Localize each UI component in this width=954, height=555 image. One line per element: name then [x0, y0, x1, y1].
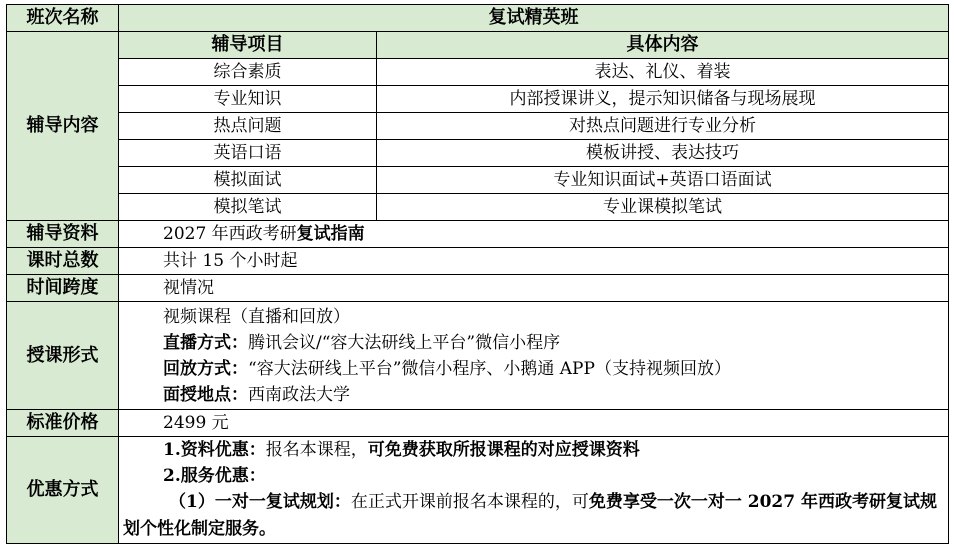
- tutoring-detail: 对热点问题进行专业分析: [377, 113, 949, 140]
- discount-1-bold: 可免费获取所报课程的对应授课资料: [367, 440, 640, 460]
- materials-label: 辅导资料: [7, 221, 119, 248]
- table-row: [7, 140, 949, 167]
- table-row: [7, 194, 949, 221]
- tutoring-item: 专业知识: [119, 86, 377, 113]
- class-name-value: 复试精英班: [119, 5, 949, 32]
- onsite-label: 面授地点：: [163, 384, 248, 405]
- discount-3-bold: 免费享受一次一对一 2027 年西政考研复试规划个性化制定服务。: [123, 492, 937, 539]
- table-row: [7, 86, 949, 113]
- discount-value: [119, 437, 949, 544]
- discount-3-plain: 在正式开课前报名本课程的，可: [350, 492, 589, 512]
- live-label: 直播方式：: [163, 332, 248, 353]
- discount-item-3: [123, 489, 944, 543]
- tutoring-header-row: [7, 32, 949, 59]
- live-value: 腾讯会议/“容大法研线上平台”微信小程序: [248, 332, 561, 353]
- tutoring-item: 英语口语: [119, 140, 377, 167]
- hours-value: 共计 15 个小时起: [119, 248, 949, 275]
- discount-row: [7, 437, 949, 544]
- materials-value: [119, 221, 949, 248]
- tutoring-item-header: 辅导项目: [119, 32, 377, 59]
- hours-row: [7, 248, 949, 275]
- class-name-row: [7, 5, 949, 32]
- materials-value-plain: 2027 年西政考研: [163, 224, 297, 244]
- tutoring-detail: 专业知识面试+英语口语面试: [377, 167, 949, 194]
- hours-label: 课时总数: [7, 248, 119, 275]
- discount-3-label: （1）一对一复试规划：: [169, 492, 351, 512]
- tutoring-item: 模拟笔试: [119, 194, 377, 221]
- replay-label: 回放方式：: [163, 358, 248, 379]
- table-row: [7, 167, 949, 194]
- price-row: [7, 410, 949, 437]
- format-line-live: [163, 330, 944, 356]
- format-line-1: 视频课程（直播和回放）: [163, 306, 350, 327]
- onsite-value: 西南政法大学: [248, 384, 350, 405]
- discount-1-label: 1.资料优惠：: [163, 440, 266, 460]
- span-label: 时间跨度: [7, 275, 119, 302]
- course-table: [6, 4, 949, 544]
- replay-value: “容大法研线上平台”微信小程序、小鹅通 APP（支持视频回放）: [248, 358, 731, 379]
- table-row: [7, 113, 949, 140]
- tutoring-detail-header: 具体内容: [377, 32, 949, 59]
- class-name-label: 班次名称: [7, 5, 119, 32]
- materials-row: [7, 221, 949, 248]
- tutoring-item: 热点问题: [119, 113, 377, 140]
- tutoring-detail: 表达、礼仪、着装: [377, 59, 949, 86]
- span-value: 视情况: [119, 275, 949, 302]
- format-label: 授课形式: [7, 302, 119, 410]
- format-row: [7, 302, 949, 410]
- materials-value-bold: 复试指南: [296, 224, 365, 244]
- discount-item-1: [123, 437, 944, 463]
- discount-1-plain: 报名本课程，: [265, 440, 368, 460]
- format-line-onsite: [163, 382, 944, 408]
- table-row: [7, 59, 949, 86]
- tutoring-item: 模拟面试: [119, 167, 377, 194]
- price-value: 2499 元: [119, 410, 949, 437]
- tutoring-detail: 模板讲授、表达技巧: [377, 140, 949, 167]
- tutoring-detail: 内部授课讲义，提示知识储备与现场展现: [377, 86, 949, 113]
- format-line-replay: [163, 356, 944, 382]
- discount-label: 优惠方式: [7, 437, 119, 544]
- tutoring-label: 辅导内容: [7, 32, 119, 221]
- tutoring-detail: 专业课模拟笔试: [377, 194, 949, 221]
- format-value: [119, 302, 949, 410]
- tutoring-item: 综合素质: [119, 59, 377, 86]
- price-label: 标准价格: [7, 410, 119, 437]
- discount-item-2: 2.服务优惠：: [163, 466, 266, 486]
- span-row: [7, 275, 949, 302]
